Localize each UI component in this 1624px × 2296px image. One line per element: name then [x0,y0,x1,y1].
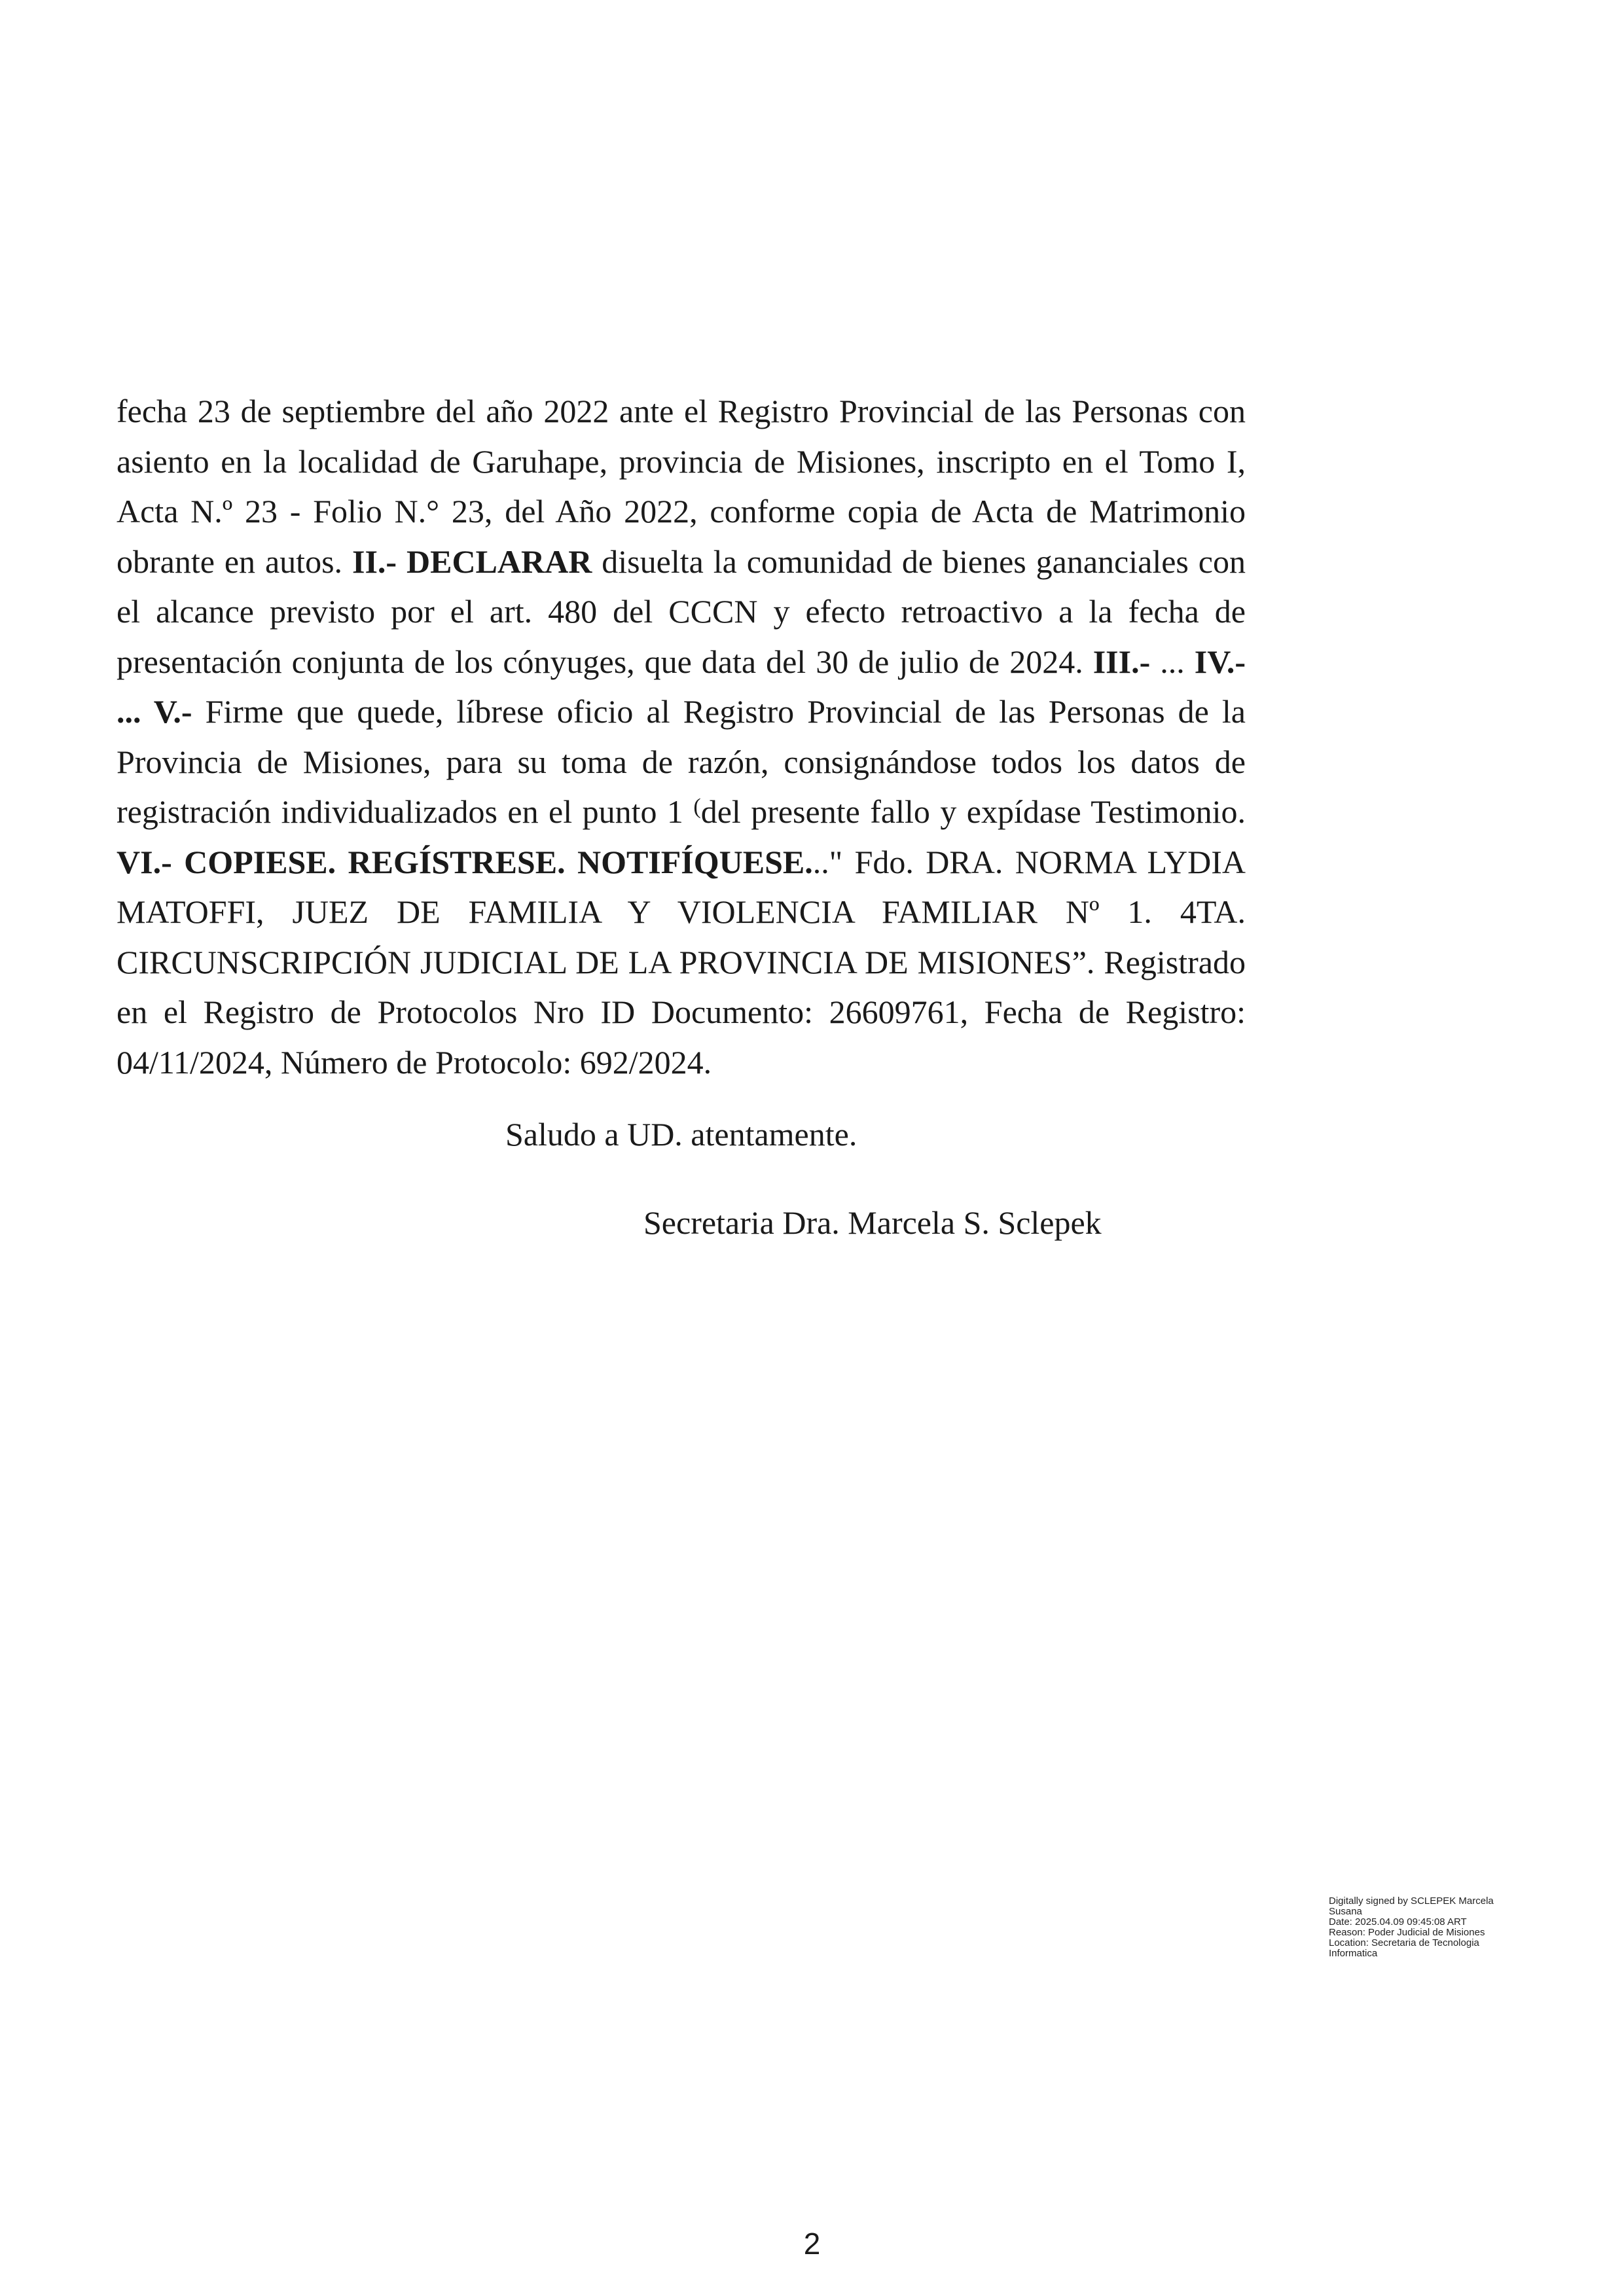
bold-segment: IV.- ... V.- [117,643,1246,730]
bold-segment: VI.- COPIESE. REGÍSTRESE. NOTIFÍQUESE. [117,843,813,880]
page-number: 2 [803,2227,821,2261]
digital-signature-line: Location: Secretaria de Tecnologia [1329,1937,1479,1948]
digital-signature-line: Informatica [1329,1948,1378,1959]
text-segment: fecha 23 de septiembre del año 2022 ante el Registro Provincial de las Personas con asiento en la localidad de Garuhape, provincia de Misiones, inscripto en el Tomo I, Acta N.º 23 - Folio N.° 23, del Año 2022, conforme copia de Acta de Matrimonio obrante en autos. [117,393,1246,580]
text-segment: Firme que quede, líbrese oficio al Registro Provincial de las Personas de la Provincia de Misiones, para su toma de razón, consignándose todos los datos de registración individualizados en el punto 1 [117,693,1246,830]
digital-signature-stamp [1329,1896,1525,1959]
text-segment: del presente fallo y expídase Testimonio. [700,793,1246,830]
digital-signature-line: Date: 2025.04.09 09:45:08 ART [1329,1916,1467,1928]
resolution-body [117,386,1246,1087]
text-segment: ... [1150,643,1195,680]
bold-segment: III.- [1092,643,1151,680]
resolution-paragraph [117,386,1246,1087]
digital-signature-line: Reason: Poder Judicial de Misiones [1329,1927,1485,1938]
text-segment: disuelta la comunidad de bienes gananciales con el alcance previsto por el art. 480 del CCCN y efecto retroactivo a la fecha de presentación conjunta de los cónyuges, que data del 30 de julio de 2024. [117,543,1246,680]
closing-salutation: Saludo a UD. atentamente. [505,1116,857,1153]
text-segment: .." Fdo. DRA. NORMA LYDIA MATOFFI, JUEZ DE FAMILIA Y VIOLENCIA FAMILIAR Nº 1. 4TA. CIRCUNSCRIPCIÓN JUDICIAL DE LA PROVINCIA DE MISIONES”. Registrado en el Registro de Protocolos Nro ID Documento: 26609761, Fecha de Registro: 04/11/2024, Número de Protocolo: 692/2024. [117,843,1246,1081]
signatory-name: Secretaria Dra. Marcela S. Sclepek [643,1204,1102,1241]
bold-segment: II.- DECLARAR [352,543,592,580]
digital-signature-line: Digitally signed by SCLEPEK Marcela [1329,1895,1494,1907]
raised-parenthesis: ( [693,795,701,819]
digital-signature-line: Susana [1329,1906,1362,1917]
